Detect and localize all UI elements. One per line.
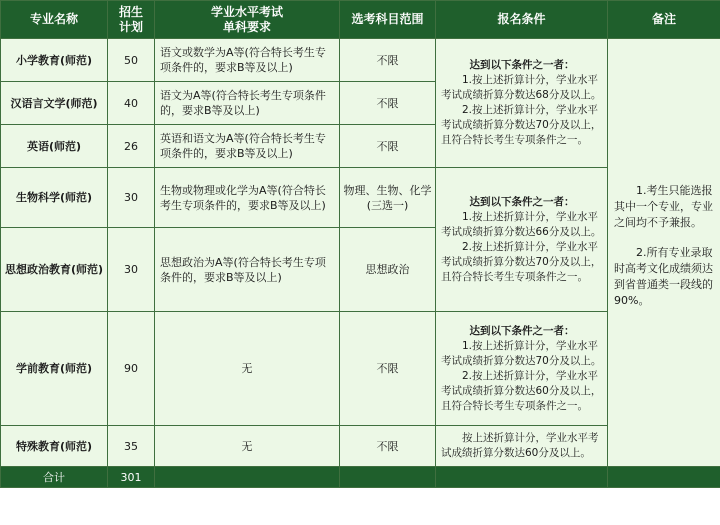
note-item: 1.考生只能选报其中一个专业，专业之间均不予兼报。 (614, 183, 713, 229)
major-name: 生物科学(师范) (1, 168, 108, 228)
condition-cell (436, 168, 608, 312)
subject-requirement: 生物或物理或化学为A等(符合特长考生专项条件的，要求B等及以上) (155, 168, 340, 228)
header-plan (108, 1, 155, 39)
subject-range: 不限 (340, 312, 436, 426)
condition-item: 按上述折算计分，学业水平考试成绩折算分数达60分及以上。 (441, 432, 599, 459)
plan-count: 50 (108, 39, 155, 82)
subject-requirement: 语文或数学为A等(符合特长考生专项条件的，要求B等及以上) (155, 39, 340, 82)
plan-count: 30 (108, 168, 155, 228)
subject-requirement: 无 (155, 312, 340, 426)
plan-count: 90 (108, 312, 155, 426)
total-row (1, 467, 720, 488)
condition-item: 1.按上述折算计分，学业水平考试成绩折算分数达66分及以上。 (441, 210, 602, 238)
plan-count: 35 (108, 426, 155, 467)
table-row (1, 39, 720, 82)
plan-count: 30 (108, 228, 155, 312)
header-subject: 选考科目范围 (340, 1, 436, 39)
header-req-line1: 学业水平考试 (210, 4, 283, 19)
total-empty-cell (608, 467, 720, 488)
condition-item: 1.按上述折算计分，学业水平考试成绩折算分数达70分及以上。 (441, 339, 602, 367)
header-plan-line1: 招生 (118, 4, 143, 19)
plan-count: 40 (108, 82, 155, 125)
header-req-line2: 单科要求 (222, 19, 271, 34)
condition-item: 1.按上述折算计分，学业水平考试成绩折算分数达68分及以上。 (441, 74, 602, 101)
major-name: 特殊教育(师范) (1, 426, 108, 467)
major-name: 思想政治教育(师范) (1, 228, 108, 312)
total-plan: 301 (108, 467, 155, 488)
major-name: 英语(师范) (1, 125, 108, 168)
subject-requirement: 语文为A等(符合特长考生专项条件的，要求B等及以上) (155, 82, 340, 125)
condition-item: 2.按上述折算计分，学业水平考试成绩折算分数达70分及以上，且符合特长考生专项条件之一。 (441, 240, 602, 283)
subject-range: 思想政治 (340, 228, 436, 312)
subject-requirement: 无 (155, 426, 340, 467)
header-condition: 报名条件 (436, 1, 608, 39)
condition-item: 2.按上述折算计分，学业水平考试成绩折算分数达70分及以上，且符合特长考生专项条件之一。 (441, 104, 602, 146)
condition-item: 2.按上述折算计分，学业水平考试成绩折算分数达60分及以上，且符合特长考生专项条件之一。 (441, 369, 602, 412)
header-major: 专业名称 (1, 1, 108, 39)
subject-range: 不限 (340, 426, 436, 467)
subject-requirement: 英语和语文为A等(符合特长考生专项条件的，要求B等及以上) (155, 125, 340, 168)
condition-cell (436, 39, 608, 168)
subject-range: 不限 (340, 82, 436, 125)
condition-cell (436, 426, 608, 467)
total-empty-cell (340, 467, 436, 488)
major-name: 小学教育(师范) (1, 39, 108, 82)
major-name: 汉语言文学(师范) (1, 82, 108, 125)
condition-heading: 达到以下条件之一者： (469, 324, 575, 337)
total-label: 合计 (1, 467, 108, 488)
subject-range: 不限 (340, 39, 436, 82)
note-item: 2.所有专业录取时高考文化成绩须达到省普通类一段线的90%。 (614, 245, 713, 307)
note-cell (608, 39, 720, 467)
header-requirement (155, 1, 340, 39)
subject-requirement: 思想政治为A等(符合特长考生专项条件的，要求B等及以上) (155, 228, 340, 312)
total-empty-cell (155, 467, 340, 488)
condition-heading: 达到以下条件之一者： (469, 195, 575, 208)
header-row (1, 1, 720, 39)
header-plan-line2: 计划 (118, 19, 143, 34)
header-note: 备注 (608, 1, 720, 39)
plan-count: 26 (108, 125, 155, 168)
major-name: 学前教育(师范) (1, 312, 108, 426)
total-empty-cell (436, 467, 608, 488)
condition-heading: 达到以下条件之一者： (469, 59, 575, 71)
subject-range: 物理、生物、化学(三选一) (340, 168, 436, 228)
subject-range: 不限 (340, 125, 436, 168)
condition-cell (436, 312, 608, 426)
